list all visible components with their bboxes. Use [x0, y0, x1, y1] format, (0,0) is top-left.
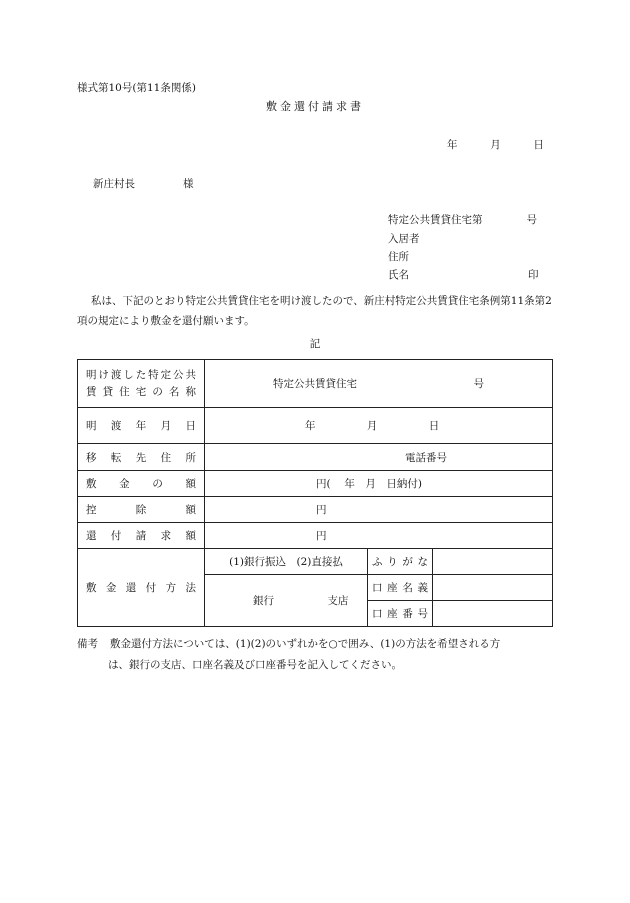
new-address-label: 移転先住所: [78, 444, 205, 471]
table-row: [78, 444, 553, 471]
table-row: [78, 471, 553, 497]
new-address-value[interactable]: 電話番号: [205, 444, 553, 471]
table-row: [78, 408, 553, 444]
housing-name-label: 明け渡した特定公共 賃貸住宅の名称: [78, 360, 205, 408]
applicant-address-label: 住所: [388, 251, 409, 263]
refund-method-label: 敷金還付方法: [78, 549, 205, 627]
refund-request-value[interactable]: 円: [205, 523, 553, 549]
form-number: 様式第10号(第11条関係): [77, 82, 196, 94]
request-body-text: 私は、下記のとおり特定公共賃貸住宅を明け渡したので、新庄村特定公共賃貸住宅条例第11条第2項の規定により敷金を還付願います。: [77, 295, 552, 327]
vacate-date-label: 明渡年月日: [78, 408, 205, 444]
deduction-label: 控除額: [78, 497, 205, 523]
account-name-label: 口座名義: [368, 575, 433, 601]
date-line: [447, 137, 544, 152]
addressee-name: 新庄村長: [93, 178, 135, 190]
method-options[interactable]: (1)銀行振込 (2)直接払: [205, 549, 368, 575]
ki-heading: 記: [309, 338, 321, 350]
document-title: 敷金還付請求書: [266, 100, 364, 113]
account-number-label: 口座番号: [368, 601, 433, 627]
housing-name-value[interactable]: 特定公共賃貸住宅 号: [205, 360, 553, 408]
deduction-value[interactable]: 円: [205, 497, 553, 523]
applicant-resident-label: 入居者: [388, 233, 420, 245]
deposit-amount-value[interactable]: 円( 年 月 日納付): [205, 471, 553, 497]
date-year: 年: [447, 139, 458, 151]
vacate-date-value[interactable]: 年 月 日: [205, 408, 553, 444]
date-day: 日: [533, 139, 544, 151]
date-month: 月: [490, 139, 501, 151]
note-line-2: は、銀行の支店、口座名義及び口座番号を記入してください。: [108, 659, 402, 671]
note-line-1: 備考 敷金還付方法については、(1)(2)のいずれかを○で囲み、(1)の方法を希望される方: [77, 638, 501, 650]
addressee-honorific: 様: [183, 178, 194, 190]
applicant-name-label: 氏名: [388, 269, 409, 281]
table-row: [78, 360, 553, 408]
applicant-seal: 印: [528, 269, 539, 281]
account-name-value[interactable]: [433, 575, 553, 601]
account-number-value[interactable]: [433, 601, 553, 627]
applicant-housing-no: 特定公共賃貸住宅第 号: [388, 214, 537, 226]
table-row: [78, 549, 553, 575]
table-row: [78, 523, 553, 549]
bank-branch-value[interactable]: 銀行 支店: [205, 575, 368, 627]
refund-form-table: [77, 359, 553, 627]
table-row: [78, 497, 553, 523]
note-prefix: 備考: [77, 638, 98, 650]
deposit-amount-label: 敷金の額: [78, 471, 205, 497]
addressee: [93, 176, 194, 191]
furigana-value[interactable]: [433, 549, 553, 575]
furigana-label: ふりがな: [368, 549, 433, 575]
refund-request-label: 還付請求額: [78, 523, 205, 549]
